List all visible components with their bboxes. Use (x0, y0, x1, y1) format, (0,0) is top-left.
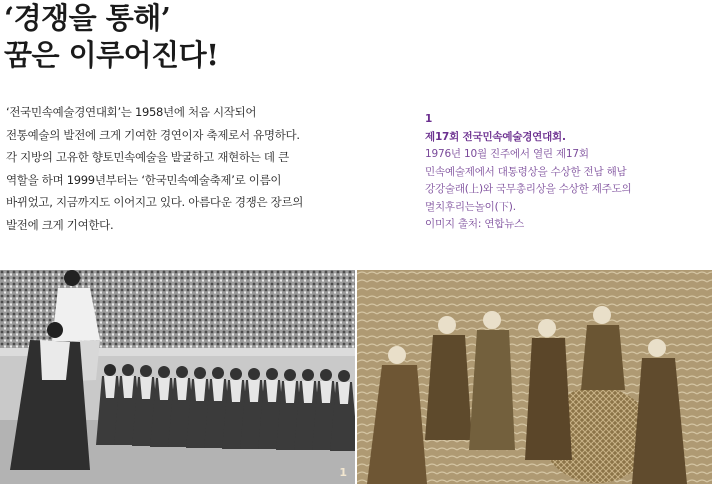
caption-source: 이미지 출처: 연합뉴스 (425, 218, 525, 230)
body-line-3: 각 지방의 고유한 향토민속예술을 발굴하고 재현하는 데 큰 (6, 150, 289, 164)
body-line-5: 바뀌었고, 지금까지도 이어지고 있다. 아름다운 경쟁은 장르의 (6, 195, 304, 209)
photo-ganggangsullae-illustration (0, 270, 355, 484)
headline-line-2: 꿈은 이루어진다! (4, 38, 219, 72)
caption-line-2: 민속예술제에서 대통령상을 수상한 전남 해남 (425, 165, 627, 178)
body-line-1: ‘전국민속예술경연대회’는 1958년에 처음 시작되어 (6, 105, 257, 119)
photo-ganggangsullae (0, 270, 355, 484)
body-line-4: 역할을 하며 1999년부터는 ‘한국민속예술축제’로 이름이 (6, 172, 282, 187)
body-paragraph (6, 101, 361, 236)
photo-number: 1 (339, 466, 347, 479)
photo-caption (425, 111, 710, 234)
caption-line-3: 강강술래(上)와 국무총리상을 수상한 제주도의 (425, 183, 632, 195)
headline (4, 0, 218, 74)
caption-title: 제17회 전국민속예술경연대회. (425, 130, 566, 143)
caption-number: 1 (425, 113, 433, 125)
headline-line-1: ‘경쟁을 통해’ (4, 1, 171, 35)
photo-myeolchi-huri-illustration (357, 270, 712, 484)
body-line-6: 발전에 크게 기여한다. (6, 217, 114, 232)
body-line-2: 전통예술의 발전에 크게 기여한 경연이자 축제로서 유명하다. (6, 127, 300, 142)
photo-myeolchi-huri (357, 270, 712, 484)
caption-line-4: 멸치후리는놀이(下). (425, 200, 516, 213)
caption-line-1: 1976년 10월 진주에서 열린 제17회 (425, 148, 589, 160)
